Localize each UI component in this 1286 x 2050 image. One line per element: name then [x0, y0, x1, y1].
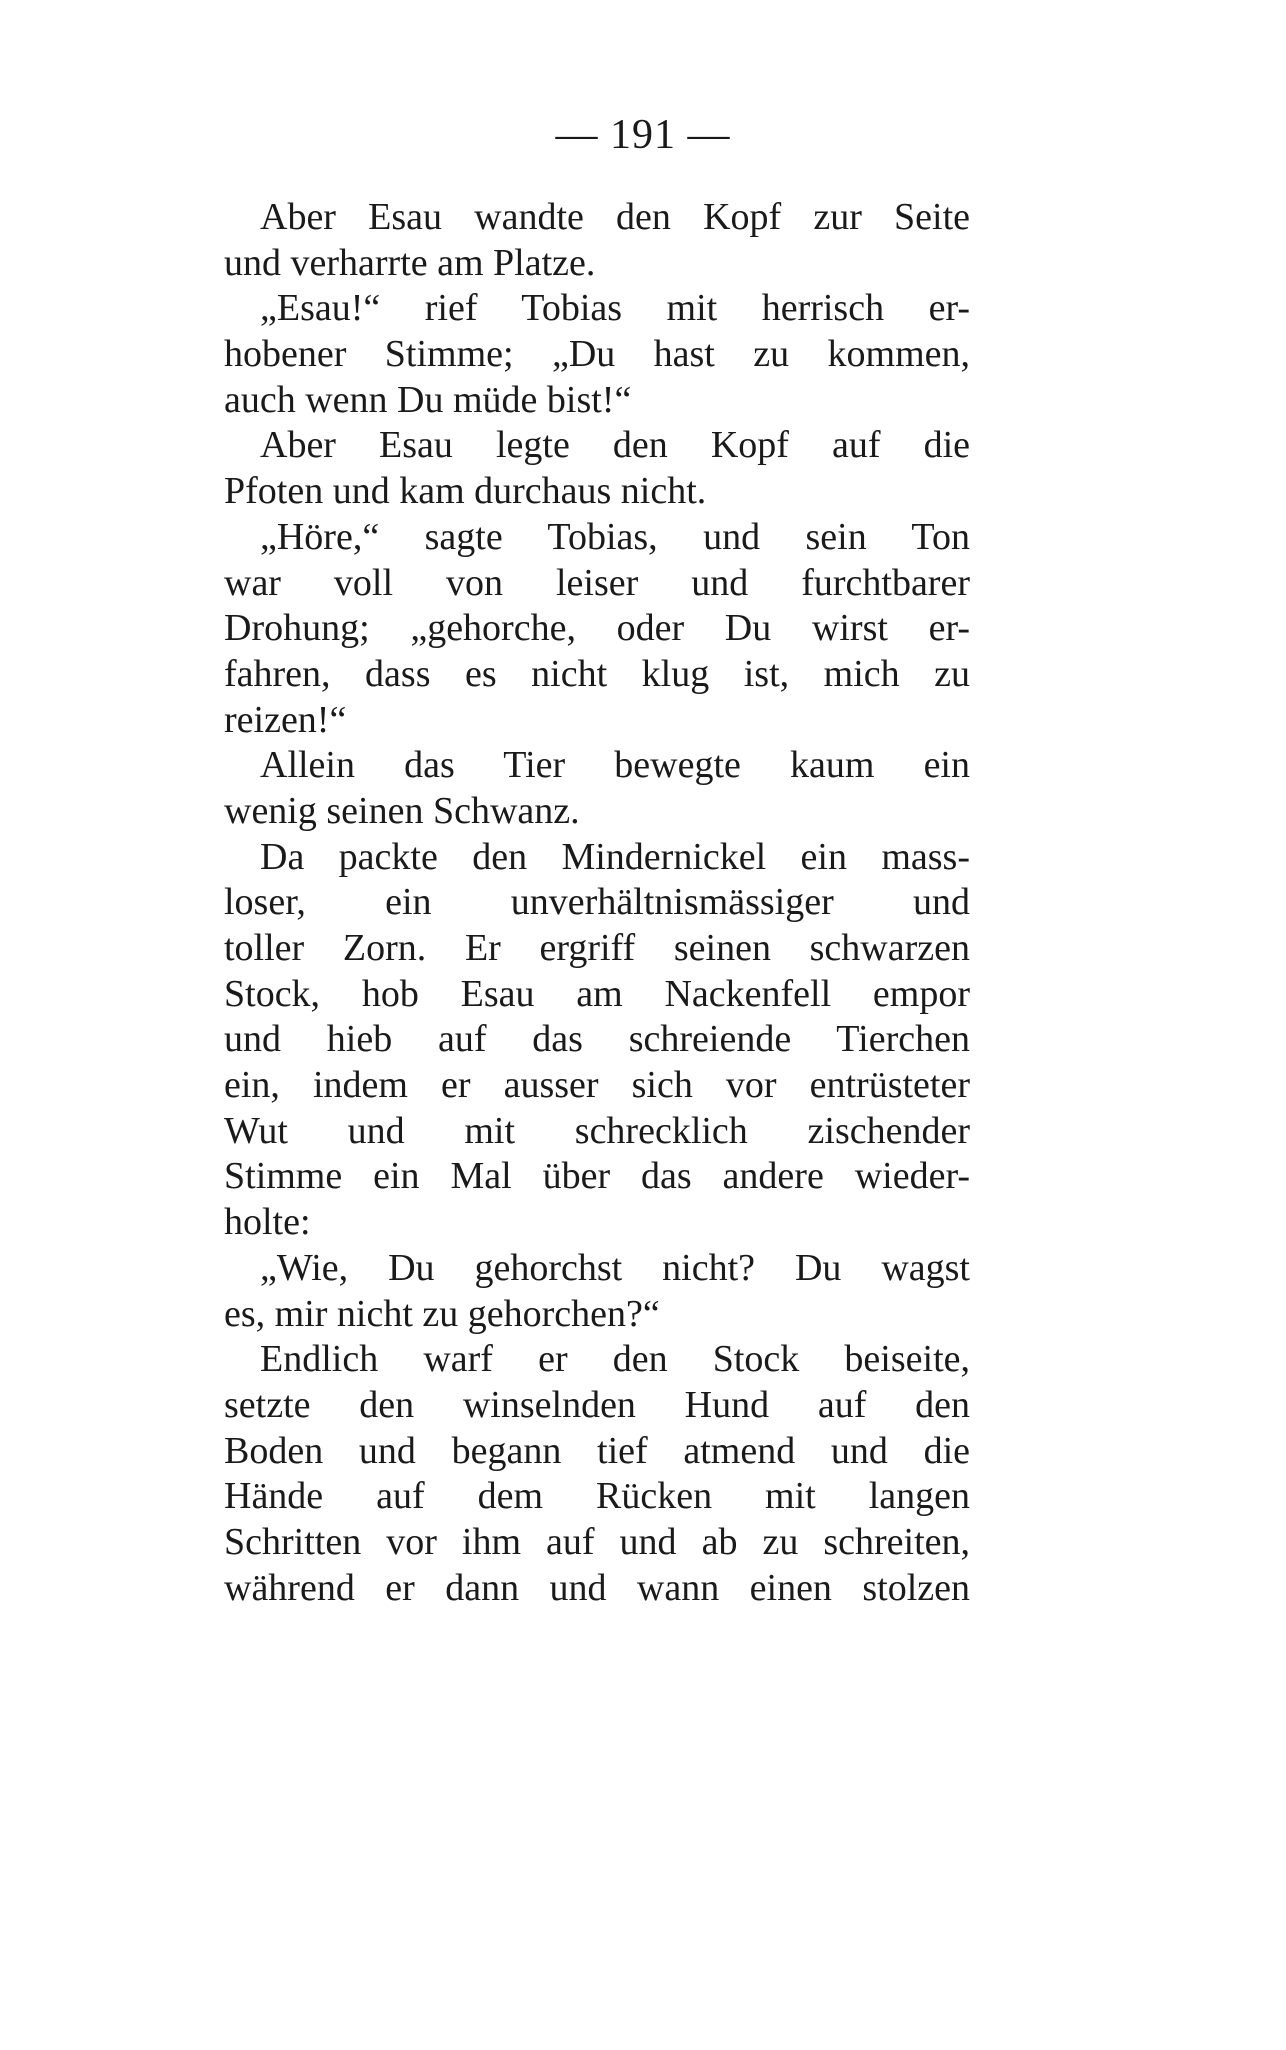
text-line: hobener Stimme; „Du hast zu kommen, [224, 333, 970, 376]
text-line: Aber Esau legte den Kopf auf die [260, 424, 970, 467]
text-line: Allein das Tier bewegte kaum ein [260, 744, 970, 787]
text-line: Boden und begann tief atmend und die [224, 1429, 970, 1472]
text-line: „Esau!“ rief Tobias mit herrisch er- [260, 287, 970, 330]
page-number: — 191 — [555, 112, 731, 158]
text-line: Wut und mit schrecklich zischender [224, 1109, 970, 1152]
text-line: Endlich warf er den Stock beiseite, [260, 1338, 970, 1381]
text-line: fahren, dass es nicht klug ist, mich zu [224, 652, 970, 695]
text-line: Stock, hob Esau am Nackenfell empor [224, 972, 970, 1015]
body-text [224, 195, 970, 1611]
text-line: holte: [224, 1201, 311, 1244]
text-line: wenig seinen Schwanz. [224, 789, 580, 832]
text-line: Da packte den Mindernickel ein mass- [260, 835, 970, 878]
text-line: Stimme ein Mal über das andere wieder- [224, 1155, 970, 1198]
text-line: Hände auf dem Rücken mit langen [224, 1475, 970, 1518]
text-line: setzte den winselnden Hund auf den [224, 1383, 970, 1426]
text-line: loser, ein unverhältnismässiger und [224, 881, 970, 924]
text-line: Schritten vor ihm auf und ab zu schreiten, [224, 1520, 970, 1563]
text-line: und verharrte am Platze. [224, 241, 596, 284]
text-line: „Höre,“ sagte Tobias, und sein Ton [260, 515, 970, 558]
text-line: toller Zorn. Er ergriff seinen schwarzen [224, 927, 970, 969]
text-line: Pfoten und kam durchaus nicht. [224, 470, 707, 513]
text-line: Aber Esau wandte den Kopf zur Seite [260, 196, 970, 238]
text-line: reizen!“ [224, 698, 347, 741]
text-line: war voll von leiser und furchtbarer [224, 561, 970, 604]
text-line: während er dann und wann einen stolzen [224, 1566, 970, 1609]
text-line: „Wie, Du gehorchst nicht? Du wagst [260, 1246, 970, 1289]
text-line: ein, indem er ausser sich vor entrüsteter [224, 1064, 970, 1107]
text-line: auch wenn Du müde bist!“ [224, 378, 632, 421]
text-line: und hieb auf das schreiende Tierchen [224, 1018, 970, 1061]
text-line: es, mir nicht zu gehorchen?“ [224, 1292, 660, 1335]
text-line: Drohung; „gehorche, oder Du wirst er- [224, 607, 970, 650]
